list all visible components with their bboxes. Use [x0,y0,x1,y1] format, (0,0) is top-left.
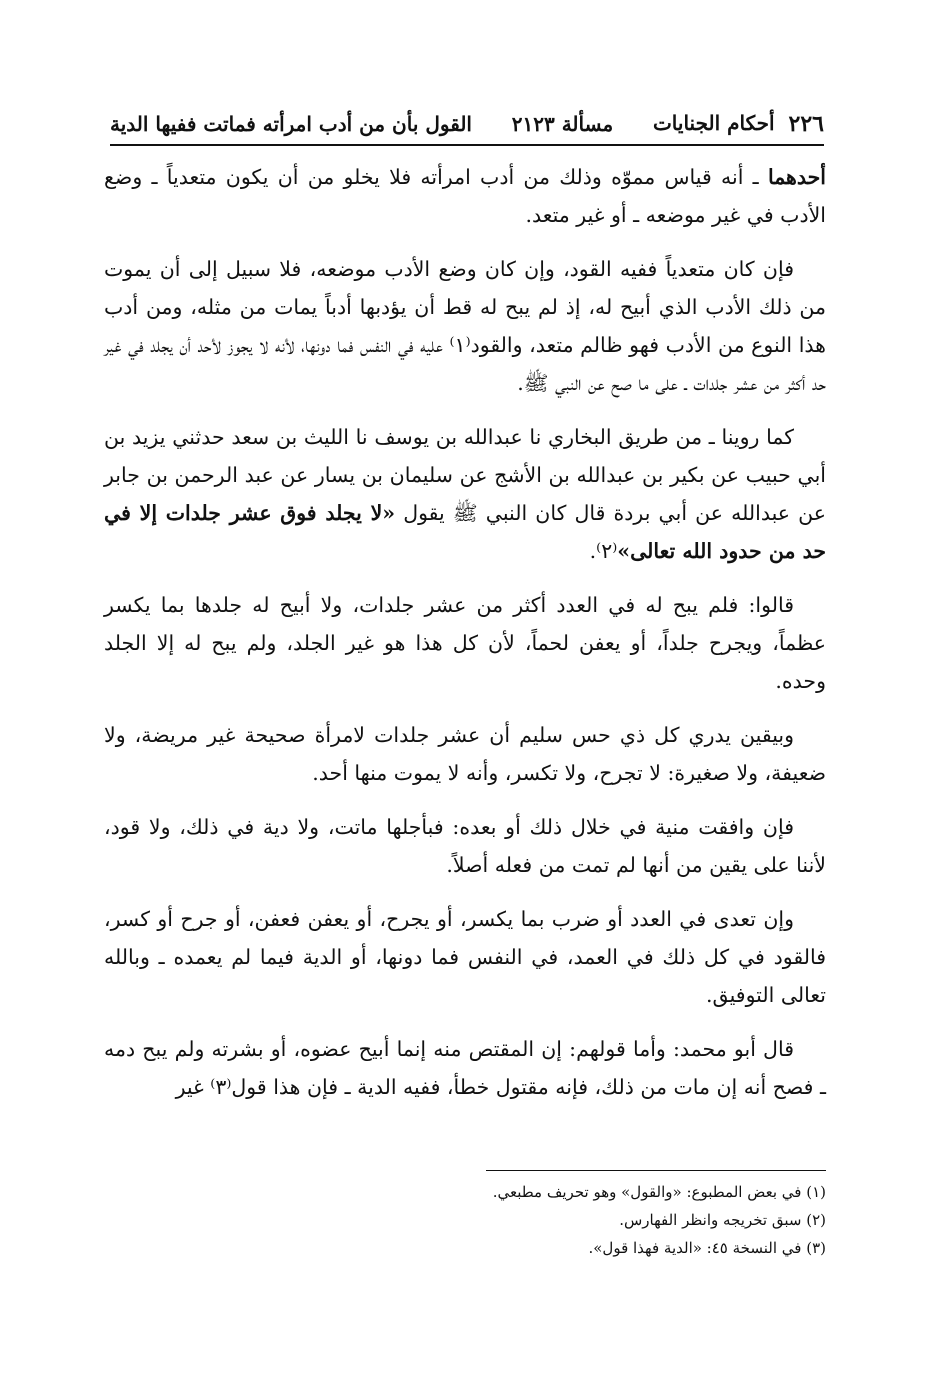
paragraph-5: وبيقين يدري كل ذي حس سليم أن عشر جلدات لامرأة صحيحة غير مريضة، ولا ضعيفة، ولا صغيرة: لا تجرح، ولا تكسر، وأنه لا يموت منها أحد. [104,723,826,785]
book-title: أحكام الجنايات [652,111,775,135]
main-text [104,158,826,1122]
footnote-3: (٣) في النسخة ٤٥: «الدية فهذا قول». [588,1239,826,1257]
paragraph-6: فإن وافقت منية في خلال ذلك أو بعده: فبأجلها ماتت، ولا دية في ذلك، ولا قود، لأننا على يقين من أنها لم تمت من فعله أصلاً. [104,815,826,877]
paragraph-4: قالوا: فلم يبح له في العدد أكثر من عشر جلدات، ولا أبيح له جلدها بما يكسر عظماً، ويجرح جلداً، أو يعفن لحماً، لأن كل هذا هو غير الجلد، ولم يبح له إلا الجلد وحده. [104,593,826,693]
header-right-group [653,111,824,137]
footnote-divider [486,1170,826,1171]
paragraph-3 [104,418,826,570]
chapter-title: القول بأن من أدب امرأته فماتت ففيها الدية [110,112,472,136]
paragraph-1-text: ـ أنه قياس مموّه وذلك من أدب امرأته فلا يخلو من أن يكون متعدياً ـ وضع الأدب في غير موضعه ـ أو غير متعد. [104,165,826,227]
page-number: ٢٢٦ [788,111,824,137]
paragraph-3-text: كما روينا ـ من طريق البخاري نا عبدالله بن يوسف نا الليث بن سعد حدثني يزيد بن أبي حبيب عن بكير بن عبدالله بن الأشج عن سليمان بن يسار عن عبد الرحمن بن جابر عن عبدالله عن أبي بردة قال كان النبي ﷺ يقول [104,425,826,525]
running-header [110,104,824,146]
footnote-2: (٢) سبق تخريجه وانظر الفهارس. [619,1211,826,1229]
paragraph-3-end: ⁽٢⁾. [589,539,618,563]
footnotes [120,1178,826,1262]
paragraph-1 [104,158,826,234]
issue-number: مسألة ٢١٢٣ [511,112,614,136]
paragraph-8: قال أبو محمد: وأما قولهم: إن المقتص منه إنما أبيح عضوه، أو بشرته ولم يبح دمه ـ فصح أنه إن مات من ذلك، فإنه مقتول خطأ، ففيه الدية ـ فإن هذا قول⁽٣⁾ غير [104,1037,826,1099]
paragraph-2: فإن كان متعدياً ففيه القود، وإن كان وضع الأدب موضعه، فلا سبيل إلى أن يموت من ذلك الأدب الذي أبيح له، إذ لم يبح له قط أن يؤدبها أدباً يمات من مثله، ومن أدب هذا النوع من الأدب فهو ظالم متعد، والقود⁽١⁾ عليه في النفس فما دونها، لأنه لا يجوز لأحد أن يجلد في غير حد أكثر من عشر جلدات ـ على ما صح عن النبي ﷺ. [104,257,826,395]
paragraph-1-lead: أحدهما [767,165,826,189]
paragraph-7: وإن تعدى في العدد أو ضرب بما يكسر، أو يجرح، أو يعفن فعفن، أو جرح أو كسر، فالقود في كل ذلك في العمد، في النفس فما دونها، أو الدية فيما لم يعمده ـ وبالله تعالى التوفيق. [104,907,826,1007]
footnote-1: (١) في بعض المطبوع: «والقول» وهو تحريف مطبعي. [492,1183,826,1201]
hadith-quote: «لا يجلد فوق عشر جلدات إلا في حد من حدود الله تعالى» [104,501,826,563]
